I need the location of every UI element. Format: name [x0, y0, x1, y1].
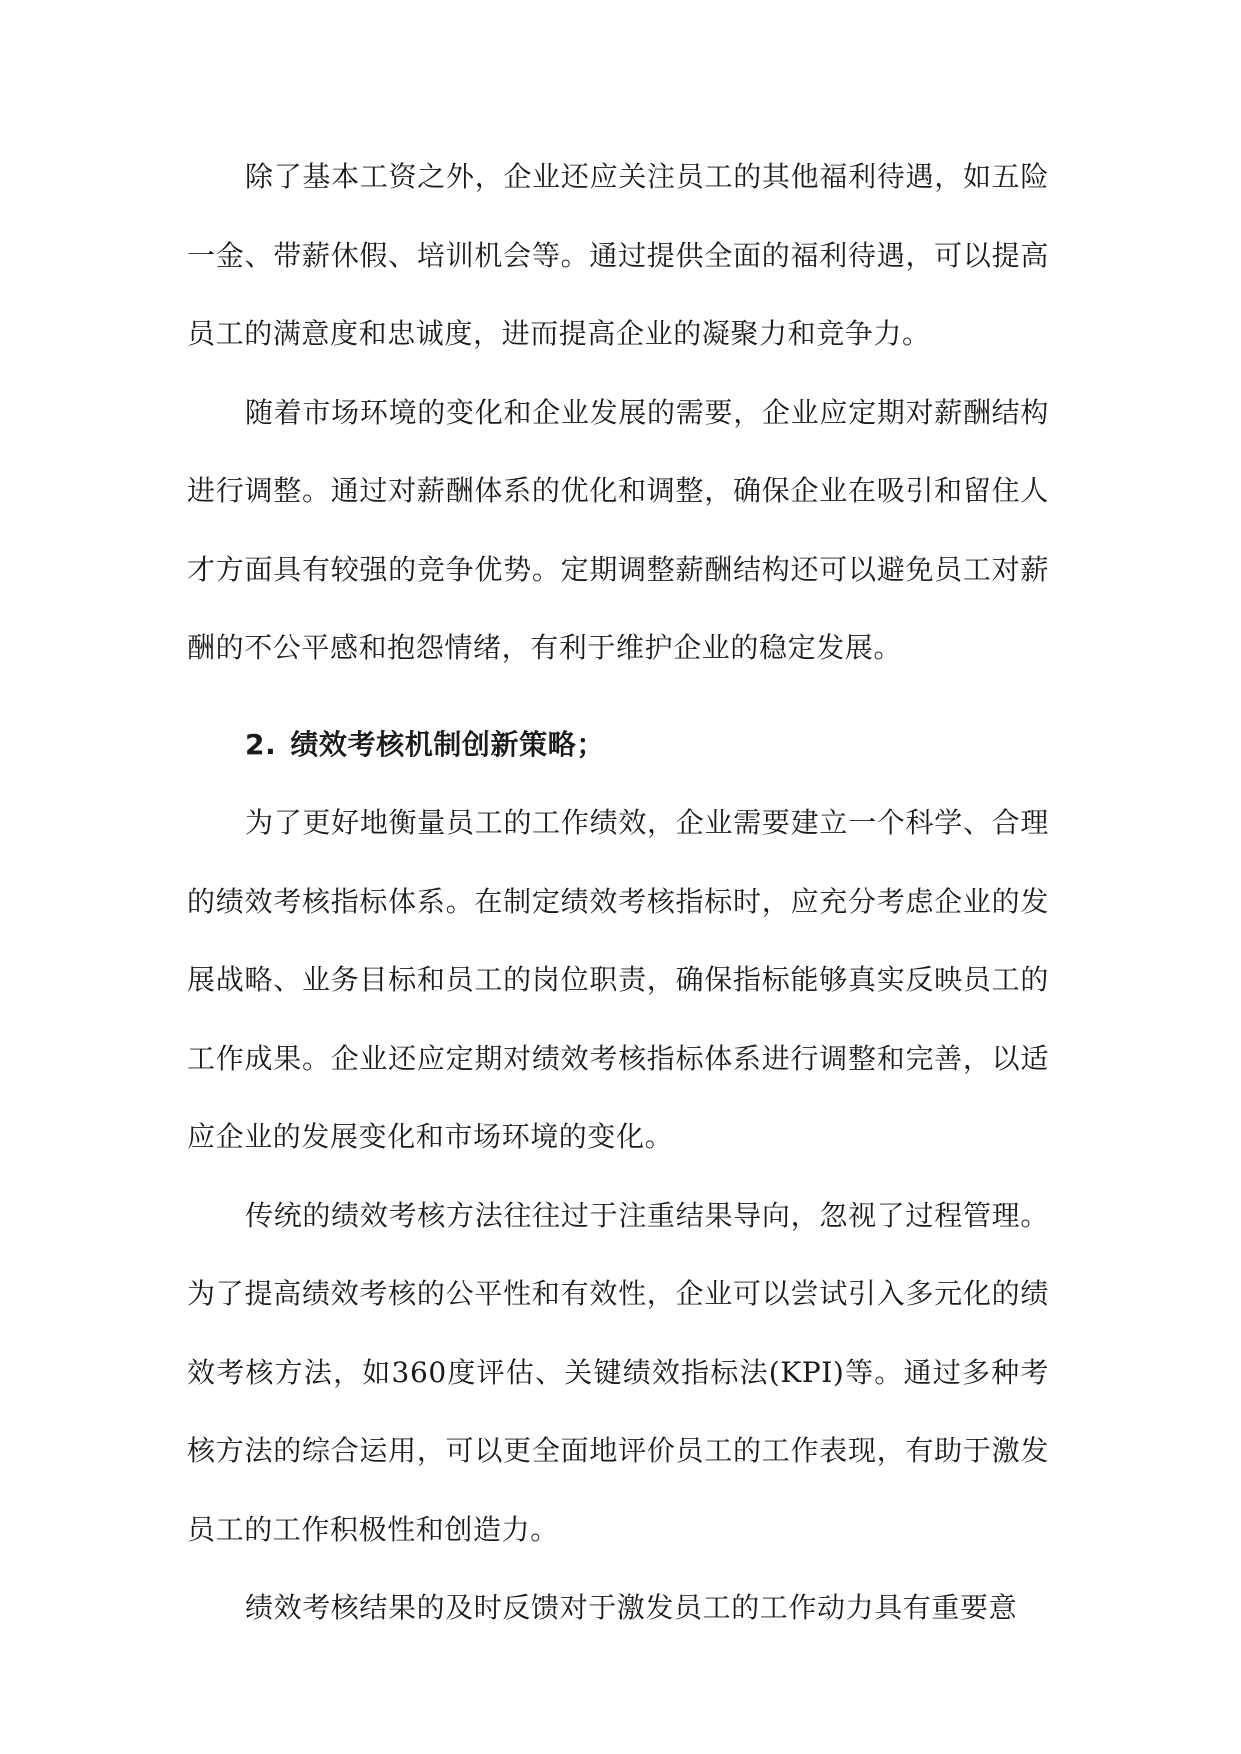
paragraph-kpi-system: 为了更好地衡量员工的工作绩效，企业需要建立一个科学、合理的绩效考核指标体系。在制定绩效考核指标时，应充分考虑企业的发展战略、业务目标和员工的岗位职责，确保指标能够真实反映员工的工作成果。企业还应定期对绩效考核指标体系进行调整和完善，以适应企业的发展变化和市场环境的变化。 [187, 806, 1049, 1153]
paragraph-evaluation-methods: 传统的绩效考核方法往往过于注重结果导向，忽视了过程管理。为了提高绩效考核的公平性和有效性，企业可以尝试引入多元化的绩效考核方法，如360度评估、关键绩效指标法(KPI)等。通过多种考核方法的综合运用，可以更全面地评价员工的工作表现，有助于激发员工的工作积极性和创造力。 [187, 1198, 1049, 1546]
section-number: 2. [245, 727, 277, 761]
section-title: 绩效考核机制创新策略； [290, 727, 605, 761]
paragraph-salary-adjustment: 随着市场环境的变化和企业发展的需要，企业应定期对薪酬结构进行调整。通过对薪酬体系的优化和调整，确保企业在吸引和留住人才方面具有较强的竞争优势。定期调整薪酬结构还可以避免员工对薪酬的不公平感和抱怨情绪，有利于维护企业的稳定发展。 [187, 395, 1049, 664]
document-body [187, 138, 1049, 1648]
paragraph-feedback: 绩效考核结果的及时反馈对于激发员工的工作动力具有重要意 [245, 1591, 1018, 1624]
paragraph-benefits: 除了基本工资之外，企业还应关注员工的其他福利待遇，如五险一金、带薪休假、培训机会等。通过提供全面的福利待遇，可以提高员工的满意度和忠诚度，进而提高企业的凝聚力和竞争力。 [187, 160, 1049, 350]
section-heading [187, 706, 1049, 785]
